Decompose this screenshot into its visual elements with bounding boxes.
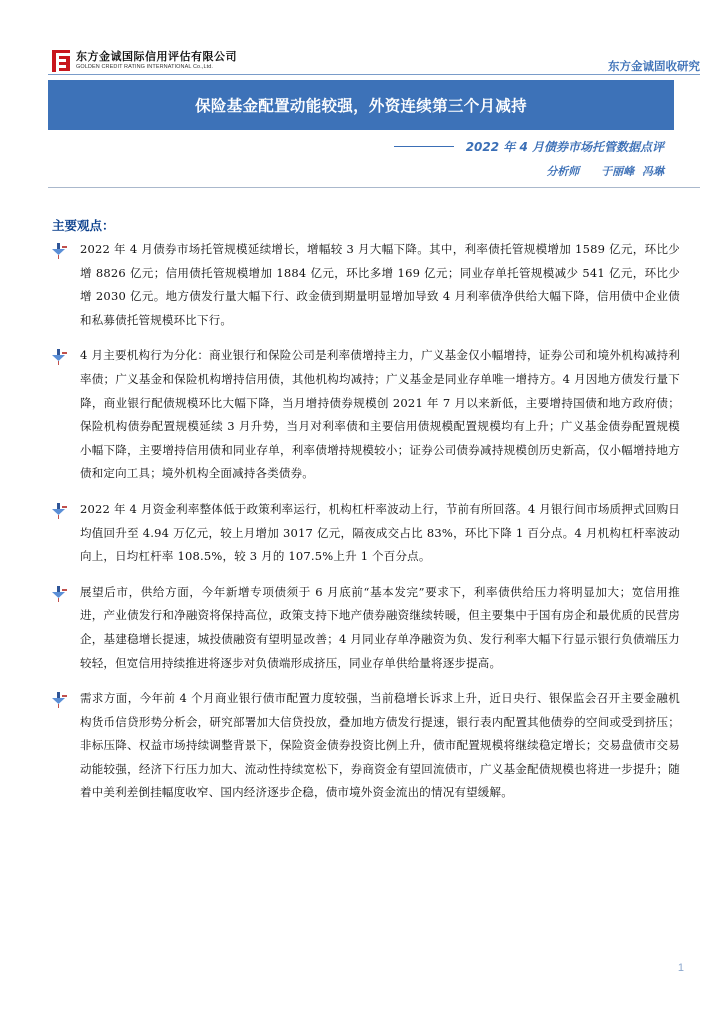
bullet-text: 2022 年 4 月资金利率整体低于政策利率运行，机构杠杆率波动上行，节前有所回落。4 月银行间市场质押式回购日均值回升至 4.94 万亿元，较上月增加 3017 亿元，隔夜成交占比 83%，环比下降 1 百分点。4 月机构杠杆率波动向上，日均杠杆率 108.5%，较 3 月的 107.5%上升 1 个百分点。 xyxy=(80,501,680,564)
list-item xyxy=(50,344,680,486)
pushpin-arrow-icon xyxy=(52,586,68,602)
subtitle-dash-line xyxy=(394,146,454,147)
analyst-name: 冯琳 xyxy=(642,165,664,178)
company-logo xyxy=(52,50,237,72)
pushpin-arrow-icon xyxy=(52,692,68,708)
header-research-label: 东方金诚固收研究 xyxy=(608,59,700,73)
analyst-name: 于丽峰 xyxy=(601,165,635,178)
key-points-list xyxy=(50,238,680,817)
bullet-text: 需求方面，今年前 4 个月商业银行债市配置力度较强，当前稳增长诉求上升，近日央行、银保监会召开主要金融机构货币信贷形势分析会，研究部署加大信贷投放，叠加地方债发行提速，银行表内配置其他债券的空间或受到挤压；非标压降、权益市场持续调整背景下，保险资金债券投资比例上升，债市配置规模将继续稳定增长；交易盘债市交易动能较强，经济下行压力加大、流动性持续宽松下，券商资金有望回流债市，广义基金配债规模也将进一步提升；随着中美利差倒挂幅度收窄、国内经济逐步企稳，债市境外资金流出的情况有望缓解。 xyxy=(80,691,680,800)
header-divider xyxy=(48,74,700,75)
list-item xyxy=(50,498,680,569)
report-subtitle: 2022 年 4 月债券市场托管数据点评 xyxy=(465,140,664,154)
list-item xyxy=(50,238,680,332)
pushpin-arrow-icon xyxy=(52,349,68,365)
subtitle-row xyxy=(394,138,664,155)
analyst-line xyxy=(546,163,664,179)
company-name-en: GOLDEN CREDIT RATING INTERNATIONAL Co.,Ltd. xyxy=(76,64,214,70)
report-title: 保险基金配置动能较强，外资连续第三个月减持 xyxy=(195,97,527,115)
title-banner xyxy=(48,80,674,130)
analyst-label: 分析师 xyxy=(546,165,580,178)
pushpin-arrow-icon xyxy=(52,243,68,259)
logo-mark-icon xyxy=(52,50,72,72)
page-number: 1 xyxy=(677,962,684,974)
bullet-text: 展望后市，供给方面，今年新增专项债须于 6 月底前“基本发完”要求下，利率债供给压力将明显加大；宽信用推进，产业债发行和净融资将保持高位，政策支持下地产债券融资继续转暖，但主要集中于国有房企和最优质的民营房企，基建稳增长提速，城投债融资有望明显改善；4 月同业存单净融资为负、发行利率大幅下行显示银行负债端压力较轻，但宽信用持续推进将逐步对负债端形成挤压，同业存单供给量将逐步提高。 xyxy=(80,584,680,670)
pushpin-arrow-icon xyxy=(52,503,68,519)
bullet-text: 4 月主要机构行为分化：商业银行和保险公司是利率债增持主力，广义基金仅小幅增持，证券公司和境外机构减持利率债；广义基金和保险机构增持信用债，其他机构均减持；广义基金是同业存单唯一增持方。4 月因地方债发行量下降，商业银行配债规模环比大幅下降，当月增持债券规模创 2021 年 7 月以来新低，主要增持国债和地方政府债；保险机构债券配置规模延续 3 月升势，当月对利率债和主要信用债规模配置规模均有上升；广义基金债券配置规模小幅下降，主要增持信用债和同业存单，利率债增持规模较小；证券公司债券减持规模创历史新高，仅小幅增持地方债和定向工具；境外机构全面减持各类债券。 xyxy=(80,348,680,481)
bullet-text: 2022 年 4 月债券市场托管规模延续增长，增幅较 3 月大幅下降。其中，利率债托管规模增加 1589 亿元，环比少增 8826 亿元；信用债托管规模增加 1884 亿元，环比多增 169 亿元；同业存单托管规模减少 541 亿元，环比少增 2030 亿元。地方债发行量大幅下行、政金债到期量明显增加导致 4 月利率债净供给大幅下降，信用债中企业债和私募债托管规模环比下行。 xyxy=(80,242,680,327)
section-divider xyxy=(48,187,700,188)
company-name-cn: 东方金诚国际信用评估有限公司 xyxy=(76,50,237,63)
list-item xyxy=(50,581,680,675)
section-heading: 主要观点： xyxy=(52,218,115,233)
list-item xyxy=(50,687,680,805)
